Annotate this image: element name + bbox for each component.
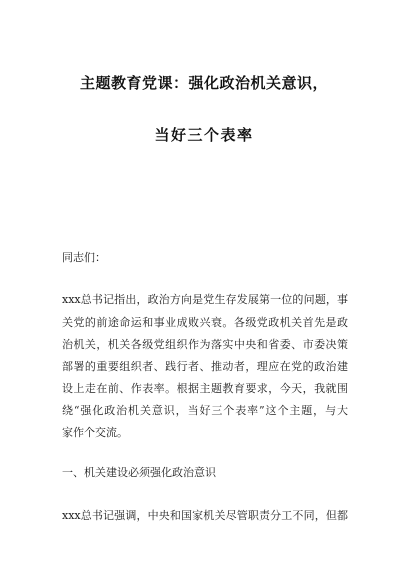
section-heading: 一、机关建设必须强化政治意识	[62, 466, 216, 479]
paragraph-line: 关党的前途命运和事业成败兴衰。各级党政机关首先是政	[62, 316, 348, 329]
paragraph-line: xxx总书记强调，中央和国家机关尽管职责分工不同，但都	[62, 509, 348, 522]
paragraph-line: 设上走在前、作表率。根据主题教育要求，今天，我就围	[62, 382, 348, 395]
paragraph-line: 绕“强化政治机关意识，当好三个表率”这个主题，与大	[62, 404, 348, 417]
paragraph-line: 部署的重要组织者、践行者、推动者，理应在党的政治建	[62, 360, 348, 373]
greeting: 同志们：	[62, 251, 106, 264]
paragraph-line: 家作个交流。	[62, 426, 128, 439]
document-title-line-2: 当好三个表率	[154, 126, 254, 144]
paragraph-line: 治机关，机关各级党组织作为落实中央和省委、市委决策	[62, 338, 348, 351]
document-title-line-1: 主题教育党课：强化政治机关意识，	[79, 74, 328, 92]
paragraph-line: xxx总书记指出，政治方向是党生存发展第一位的问题，事	[62, 293, 348, 306]
